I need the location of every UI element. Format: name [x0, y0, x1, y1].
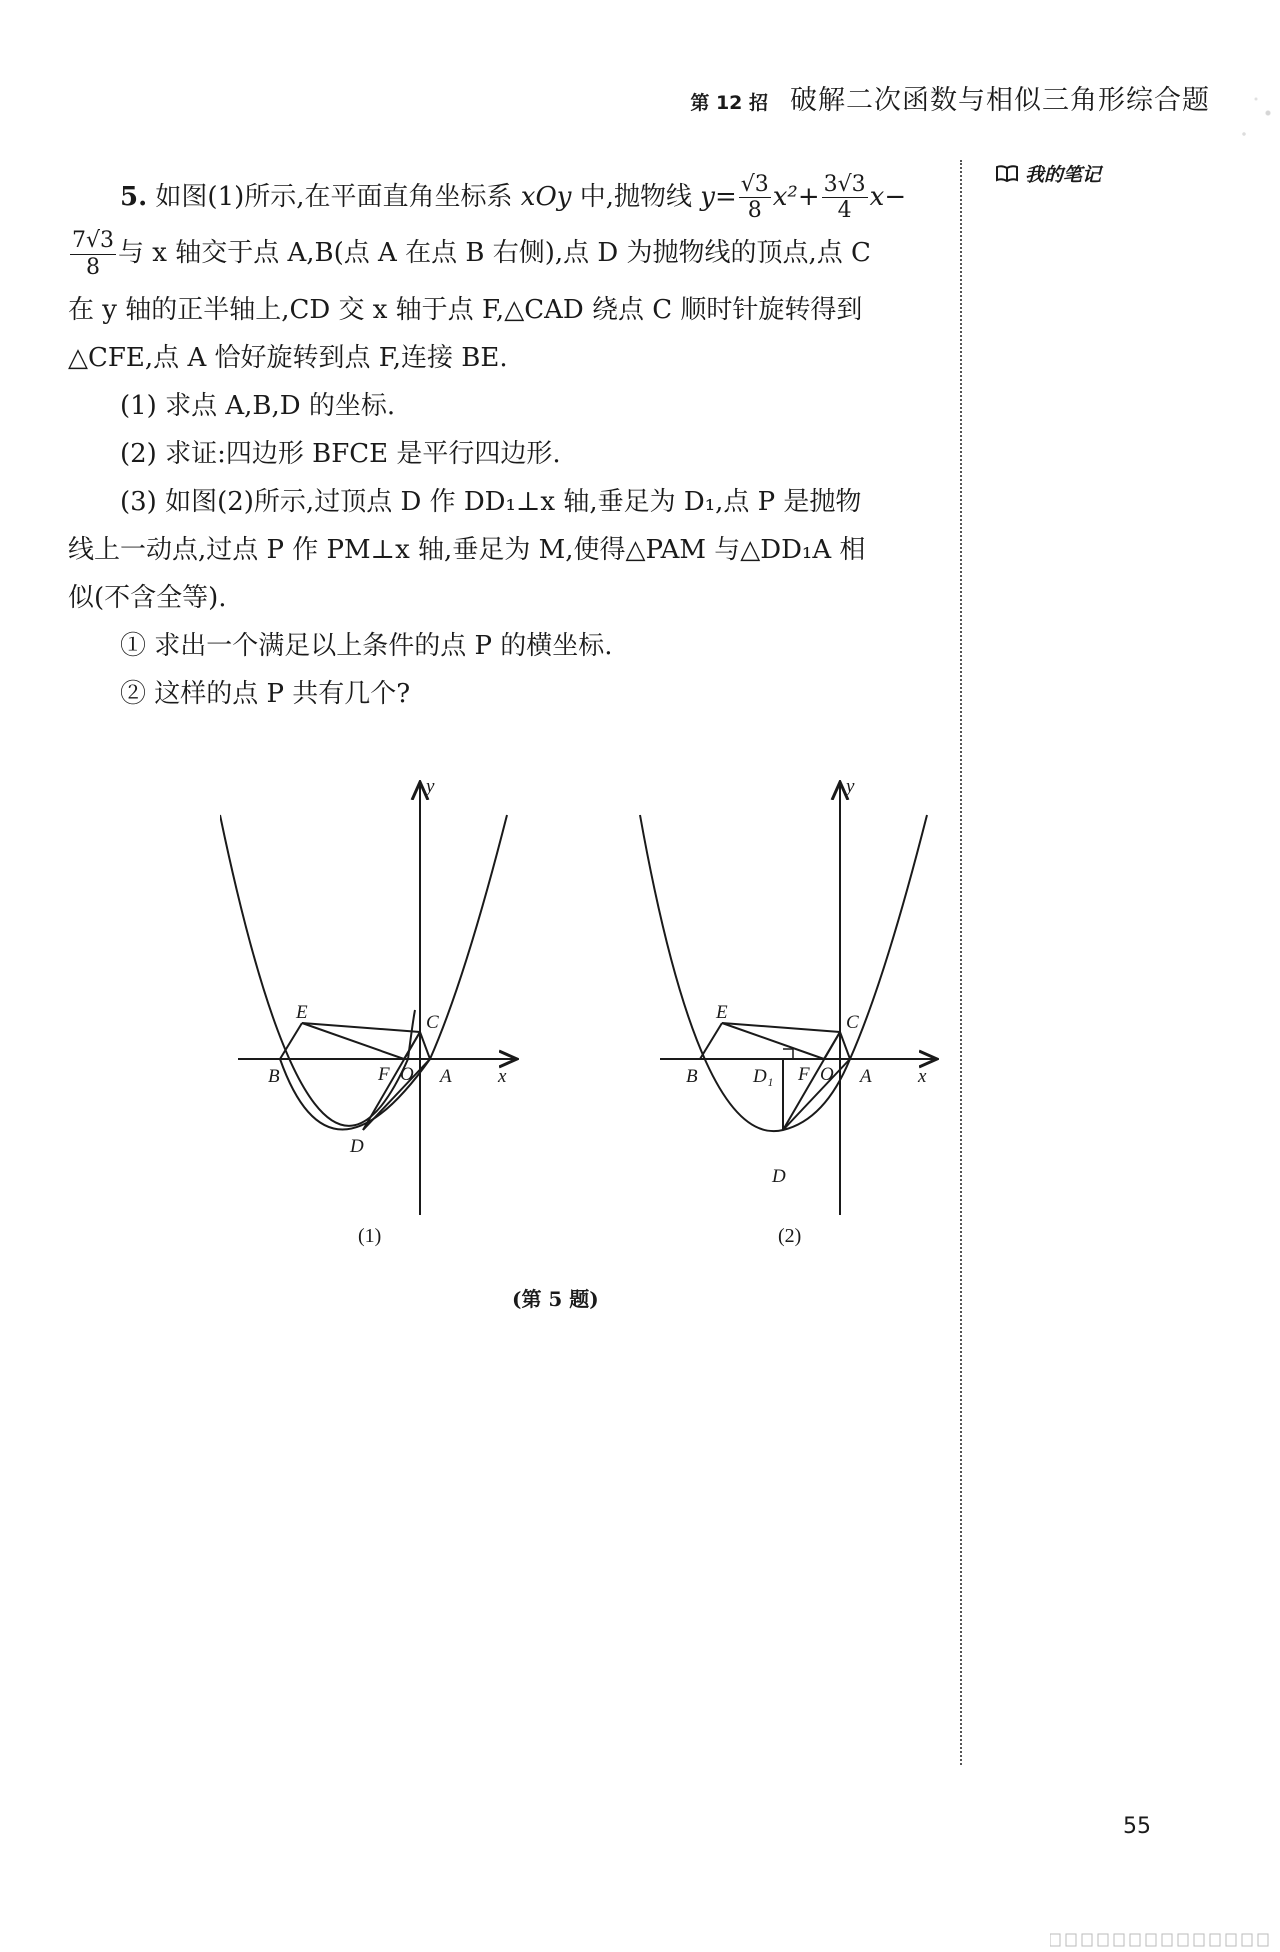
- fig1-label-O: O: [400, 1064, 414, 1085]
- fraction-2-denominator: 4: [837, 198, 852, 224]
- question-3-line-1: (3) 如图(2)所示,过顶点 D 作 DD₁⊥x 轴,垂足为 D₁,点 P 是抛物: [120, 487, 862, 517]
- fig2-label-F: F: [798, 1064, 810, 1085]
- text: 如图(1)所示,在平面直角坐标系: [155, 181, 521, 212]
- fraction-2-numerator: 3√3: [823, 172, 866, 197]
- fig2-right-angle-mark: [783, 1049, 793, 1059]
- corner-decoration: [1220, 85, 1280, 155]
- notes-divider: [960, 160, 962, 1765]
- figure-1-drawing: [220, 784, 515, 1215]
- fraction-2: [822, 172, 868, 224]
- fig1-label-C: C: [426, 1012, 439, 1033]
- page-number: 55: [1123, 1814, 1151, 1839]
- figure-1-labels: [268, 776, 507, 1157]
- fraction-3-numerator: 7√3: [72, 228, 115, 254]
- fig1-label-x: x: [498, 1066, 507, 1087]
- plus: +: [797, 181, 820, 212]
- problem-line-3: 在 y 轴的正半轴上,CD 交 x 轴于点 F,△CAD 绕点 C 顺时针旋转得到: [68, 295, 863, 325]
- question-3-line-3: 似(不含全等).: [68, 583, 227, 613]
- fig2-label-D: D: [772, 1166, 786, 1187]
- fig2-label-D1: D₁: [753, 1066, 774, 1087]
- fig2-label-E: E: [716, 1002, 728, 1023]
- coord-system: xOy: [520, 181, 572, 212]
- fig2-segment-EC: [722, 1023, 840, 1032]
- fig2-label-B: B: [686, 1066, 698, 1087]
- problem-line-2: [68, 220, 938, 286]
- figure-1-caption: (1): [358, 1225, 382, 1247]
- fig1-label-B: B: [268, 1066, 280, 1087]
- figure-caption: (第 5 题): [512, 1287, 599, 1311]
- question-3-line-2: 线上一动点,过点 P 作 PM⊥x 轴,垂足为 M,使得△PAM 与△DD₁A 相: [68, 535, 866, 565]
- figure-2-drawing: [640, 784, 935, 1215]
- question-3-part-a: ① 求出一个满足以上条件的点 P 的横坐标.: [120, 631, 613, 661]
- fig2-label-x: x: [918, 1066, 927, 1087]
- minus: −: [884, 181, 907, 212]
- fig1-label-y: y: [426, 776, 435, 797]
- question-2: (2) 求证:四边形 BFCE 是平行四边形.: [120, 439, 561, 469]
- fraction-1: [739, 172, 771, 224]
- problem-number: 5.: [120, 181, 148, 212]
- figure-2-labels: [686, 776, 927, 1187]
- fraction-1-numerator: √3: [740, 172, 769, 197]
- fig2-label-C: C: [846, 1012, 859, 1033]
- fraction-1-denominator: 8: [747, 198, 762, 224]
- fig1-label-A: A: [440, 1066, 452, 1087]
- fraction-3-denominator: 8: [86, 254, 100, 280]
- fig1-label-E: E: [296, 1002, 308, 1023]
- equals: =: [714, 181, 737, 212]
- book-icon: [995, 165, 1019, 183]
- fraction-3: [70, 228, 116, 280]
- fig1-segment-EB: [280, 1023, 302, 1059]
- problem-line-1: [68, 172, 938, 224]
- fig1-label-D: D: [350, 1136, 364, 1157]
- problem-5: [68, 172, 938, 718]
- figures-svg: [220, 770, 940, 1280]
- notes-label: 我的笔记: [1025, 164, 1102, 186]
- fig2-segment-CA: [840, 1032, 850, 1059]
- text: 中,抛物线: [571, 181, 701, 212]
- var-x: x: [869, 181, 885, 212]
- fig2-label-A: A: [860, 1066, 872, 1087]
- text: 与 x 轴交于点 A,B(点 A 在点 B 右侧),点 D 为抛物线的顶点,点 C: [118, 238, 871, 268]
- chapter-label: 第 12 招: [690, 92, 768, 114]
- fig1-parabola: [280, 815, 507, 1130]
- question-1: (1) 求点 A,B,D 的坐标.: [120, 391, 396, 421]
- chapter-title: 破解二次函数与相似三角形综合题: [790, 85, 1210, 116]
- notes-header: [995, 160, 1101, 187]
- fig1-label-F: F: [378, 1064, 390, 1085]
- fig2-segment-EB: [700, 1023, 722, 1059]
- fig2-segment-EF: [722, 1023, 824, 1059]
- var-x2: x²: [772, 181, 798, 212]
- fig1-segment-EF: [302, 1023, 404, 1059]
- horizontal-scrollbar[interactable]: [1050, 1932, 1280, 1948]
- var-y: y: [700, 181, 715, 212]
- fig1-segment-EC: [302, 1023, 420, 1032]
- problem-line-4: △CFE,点 A 恰好旋转到点 F,连接 BE.: [68, 343, 508, 373]
- fig2-label-O: O: [820, 1064, 834, 1085]
- figures: [220, 770, 940, 1280]
- fig1-segment-CA: [420, 1032, 430, 1059]
- fig2-segment-FC: [824, 1032, 840, 1059]
- fig2-label-y: y: [846, 776, 855, 797]
- question-3-part-b: ② 这样的点 P 共有几个?: [120, 679, 411, 709]
- page-header: [690, 78, 1210, 117]
- figure-2-caption: (2): [778, 1225, 802, 1247]
